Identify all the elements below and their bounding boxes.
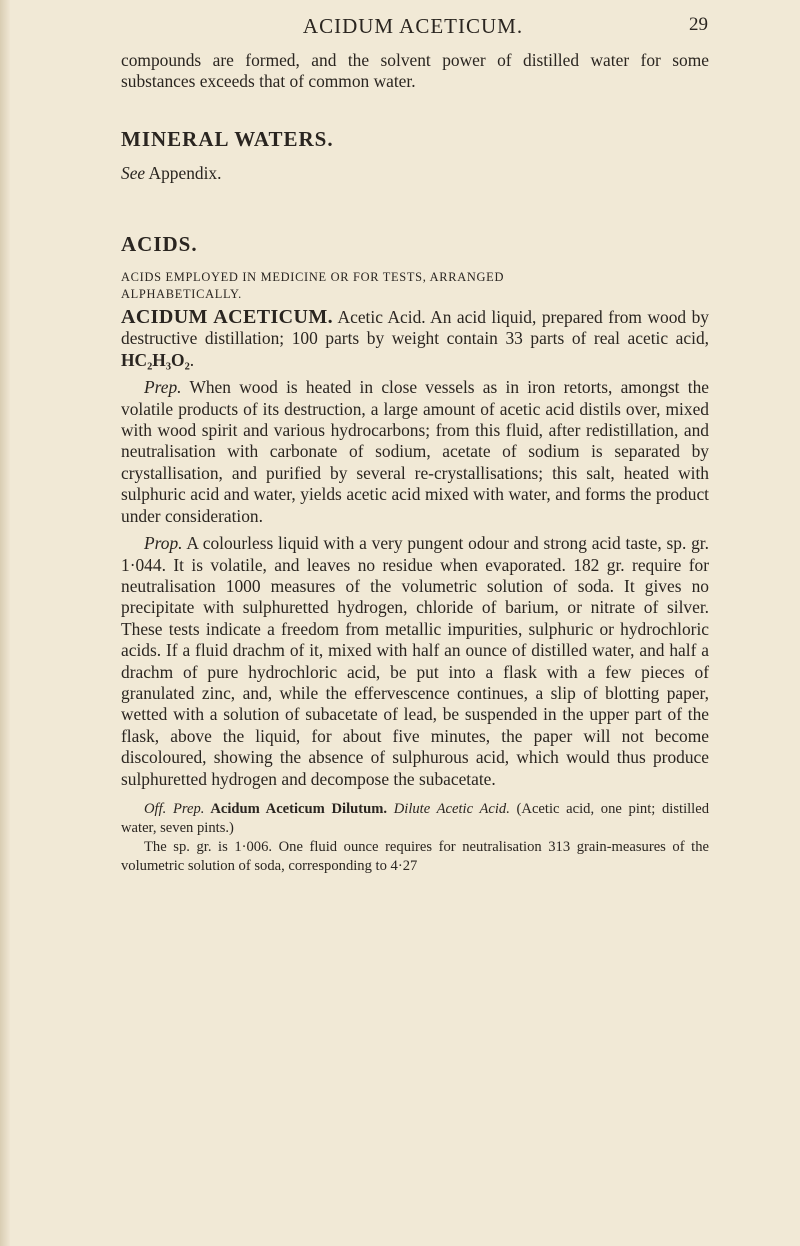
prop-text: A colourless liquid with a very pungent odour and strong acid taste, sp. gr. 1·044. It is volatile, and leaves no residue when evaporated. 182 gr. require for neutralisation 1000 measures of the volumetric solution of soda. It gives no precipitate with sulphuretted hydrogen, chloride of barium, or nitrate of silver. These tests indicate a freedom from metallic impurities, sulphuric or hydrochloric acids. If a fluid drachm of it, mixed with half an ounce of distilled water, and half a drachm of pure hydrochloric acid, be put into a flask with a few pieces of granulated zinc, and, while the effervescence continues, a slip of blotting paper, wetted with a solution of subacetate of lead, be suspended in the upper part of the flask, above the liquid, for about five minutes, the paper will not become discoloured, showing the absence of sulphurous acid, which would thus produce sulphuretted hydrogen and decompose the subacetate. bbox=[121, 533, 709, 789]
off-prep-paragraph-2 bbox=[121, 838, 709, 876]
off-prep-label: Off. Prep. bbox=[144, 800, 205, 817]
intro-line-2: for some substances exceeds that of common water. bbox=[121, 50, 709, 92]
acidum-aceticum-entry bbox=[121, 307, 709, 371]
prop-label: Prop. bbox=[144, 533, 183, 554]
intro-paragraph bbox=[121, 50, 709, 93]
prop-paragraph bbox=[121, 533, 709, 790]
prep-text: When wood is heated in close vessels as in iron retorts, amongst the volatile products of its destruction, a large amount of acetic acid distils over, mixed with wood spirit and various hydrocarbons; from this fluid, after redistillation, and neutralisation with carbonate of sodium, acetate of sodium is separated by crystallisation, and purified by several re-crystallisations; this salt, heated with sulphuric acid and water, yields acetic acid mixed with water, and forms the product under consideration. bbox=[121, 377, 709, 526]
intro-line-1: compounds are formed, and the solvent power of distilled water bbox=[121, 50, 630, 70]
mineral-waters-heading: MINERAL WATERS. bbox=[121, 126, 334, 151]
entry-definition: Acetic Acid. An acid liquid, prepared from wood by destructive distillation; 100 parts by weight contain 33 parts of real acetic acid, bbox=[121, 307, 709, 349]
entry-term: ACIDUM ACETICUM. bbox=[121, 306, 333, 329]
entry-formula: HC₂H₃O₂ bbox=[121, 349, 190, 370]
page-body bbox=[121, 50, 709, 876]
prep-label: Prep. bbox=[144, 377, 182, 398]
off-prep-name: Acidum Aceticum Dilutum. bbox=[204, 800, 388, 817]
acids-heading: ACIDS. bbox=[121, 231, 198, 256]
off-prep-text-2: The sp. gr. is 1·006. One fluid ounce requires for neutralisation 313 grain-measures of the volumetric solution of soda, corresponding to 4·27 bbox=[121, 838, 709, 874]
off-prep-paragraph bbox=[121, 800, 709, 838]
acids-subheading-line-2: ALPHABETICALLY. bbox=[121, 287, 242, 302]
see-target: Appendix. bbox=[148, 163, 222, 184]
page-number: 29 bbox=[689, 14, 708, 35]
prep-paragraph bbox=[121, 377, 709, 527]
running-head-title: ACIDUM ACETICUM. bbox=[302, 14, 524, 38]
running-head bbox=[118, 14, 708, 42]
off-prep-text-1: (Acetic acid, one pint; distilled water, seven pints.) bbox=[121, 800, 710, 836]
see-label: See bbox=[121, 163, 146, 184]
acids-subheading bbox=[121, 269, 709, 303]
page-gutter bbox=[0, 0, 10, 1246]
entry-formula-end: . bbox=[189, 349, 195, 370]
acids-subheading-line-1: ACIDS EMPLOYED IN MEDICINE OR FOR TESTS, ARRANGED bbox=[121, 270, 505, 285]
off-prep-english: Dilute Acetic Acid. bbox=[387, 800, 510, 817]
see-appendix bbox=[121, 163, 709, 184]
